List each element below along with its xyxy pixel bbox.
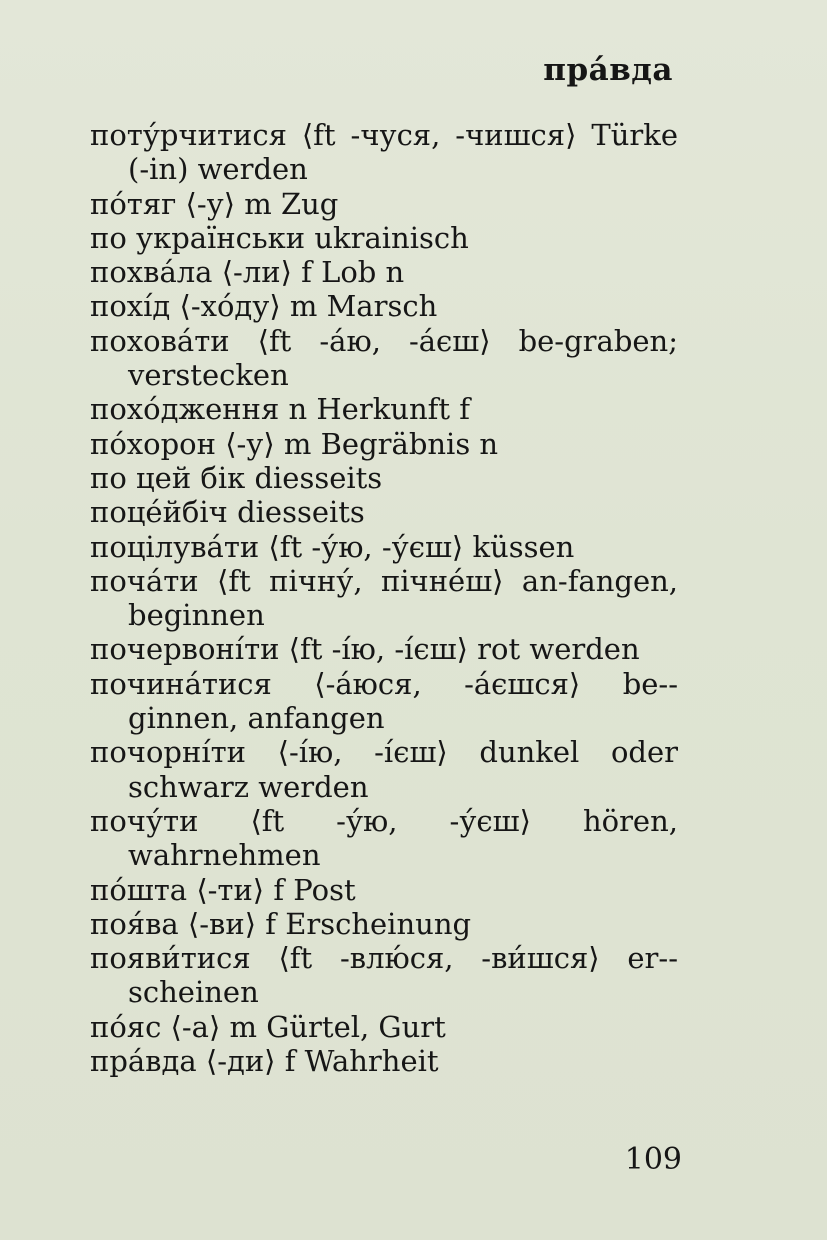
grammar: n — [288, 392, 308, 427]
grammar: ⟨ft пічну́, пічне́ш⟩ — [217, 563, 504, 598]
grammar: ⟨ft -у́ю, -у́єш⟩ — [250, 803, 531, 838]
list-item — [90, 530, 678, 564]
list-item — [90, 221, 678, 255]
grammar: ⟨-ди⟩ f — [205, 1044, 296, 1079]
gloss: Türke (-in) werden — [128, 118, 679, 187]
gloss: Herkunft f — [316, 392, 470, 427]
grammar: ⟨-у⟩ m — [185, 186, 272, 221]
gloss: er-scheinen — [128, 941, 678, 1010]
list-item — [90, 255, 678, 289]
grammar: ⟨ft -у́ю, -у́єш⟩ — [268, 529, 464, 564]
gloss: be-graben; verstecken — [128, 323, 678, 393]
list-item — [90, 804, 678, 873]
list-item — [90, 667, 678, 736]
grammar: ⟨-у⟩ m — [225, 426, 312, 461]
list-item — [90, 941, 678, 1010]
list-item — [90, 289, 678, 323]
list-item — [90, 392, 678, 426]
headword: почорні́ти — [90, 735, 246, 770]
gloss: Erscheinung — [285, 906, 472, 941]
grammar: ⟨ft -влю́ся, -ви́шся⟩ — [278, 941, 600, 976]
list-item — [90, 1044, 678, 1078]
gloss: Begräbnis n — [320, 426, 499, 461]
gloss: an-fangen, beginnen — [128, 563, 679, 633]
grammar: ⟨-і́ю, -і́єш⟩ — [277, 735, 448, 770]
headword: по́шта — [90, 872, 188, 907]
gloss: dunkel oder schwarz werden — [128, 735, 678, 804]
list-item — [90, 461, 678, 495]
gloss: hören, wahrnehmen — [128, 803, 678, 873]
headword: поя́ва — [90, 906, 179, 941]
headword: поцілува́ти — [90, 529, 260, 564]
headword: почина́тися — [90, 666, 272, 701]
list-item — [90, 495, 678, 529]
gloss: diesseits — [254, 460, 383, 495]
gloss: Lob n — [321, 255, 405, 290]
headword: по́тяг — [90, 186, 177, 221]
gloss: rot werden — [477, 632, 640, 667]
gloss: Zug — [280, 186, 339, 221]
headword: пра́вда — [90, 1044, 197, 1079]
headword: поту́рчитися — [90, 118, 287, 152]
list-item — [90, 632, 678, 666]
headword: похва́ла — [90, 255, 213, 290]
list-item — [90, 873, 678, 907]
gloss: be-ginnen, anfangen — [128, 666, 679, 736]
headword: по́яс — [90, 1009, 162, 1044]
grammar: ⟨ft -чуся, -чишся⟩ — [301, 118, 577, 152]
list-item — [90, 118, 678, 187]
running-head: пра́вда — [543, 52, 673, 88]
list-item — [90, 564, 678, 633]
grammar: ⟨ft -а́ю, -а́єш⟩ — [257, 323, 491, 358]
headword: поце́йбіч — [90, 495, 228, 530]
list-item — [90, 1010, 678, 1044]
grammar: ⟨-а⟩ m — [170, 1009, 257, 1044]
gloss: Gürtel, Gurt — [266, 1009, 446, 1044]
grammar: ⟨-а́юся, -а́єшся⟩ — [314, 666, 581, 701]
entry-list — [90, 118, 678, 1078]
headword: похо́дження — [90, 392, 280, 427]
headword: по цей бік — [90, 460, 246, 495]
list-item — [90, 324, 678, 393]
list-item — [90, 735, 678, 804]
grammar: ⟨-ви⟩ f — [187, 906, 276, 941]
gloss: diesseits — [237, 495, 365, 530]
gloss: Post — [293, 872, 356, 907]
list-item — [90, 187, 678, 221]
headword: по́хорон — [90, 426, 216, 461]
page-number: 109 — [624, 1142, 682, 1177]
list-item — [90, 907, 678, 941]
gloss: küssen — [472, 529, 575, 564]
gloss: ukrainisch — [314, 220, 469, 255]
headword: почу́ти — [90, 803, 199, 838]
headword: появи́тися — [90, 941, 251, 976]
grammar: ⟨ft -і́ю, -і́єш⟩ — [288, 632, 468, 667]
gloss: Marsch — [326, 289, 438, 324]
headword: поча́ти — [90, 563, 199, 598]
grammar: ⟨-хо́ду⟩ m — [179, 289, 318, 324]
headword: почервоні́ти — [90, 632, 280, 667]
headword: похі́д — [90, 289, 171, 324]
headword: по українськи — [90, 220, 306, 255]
grammar: ⟨-ти⟩ f — [196, 872, 285, 907]
grammar: ⟨-ли⟩ f — [221, 255, 312, 290]
list-item — [90, 427, 678, 461]
headword: похова́ти — [90, 323, 230, 358]
gloss: Wahrheit — [304, 1044, 439, 1079]
